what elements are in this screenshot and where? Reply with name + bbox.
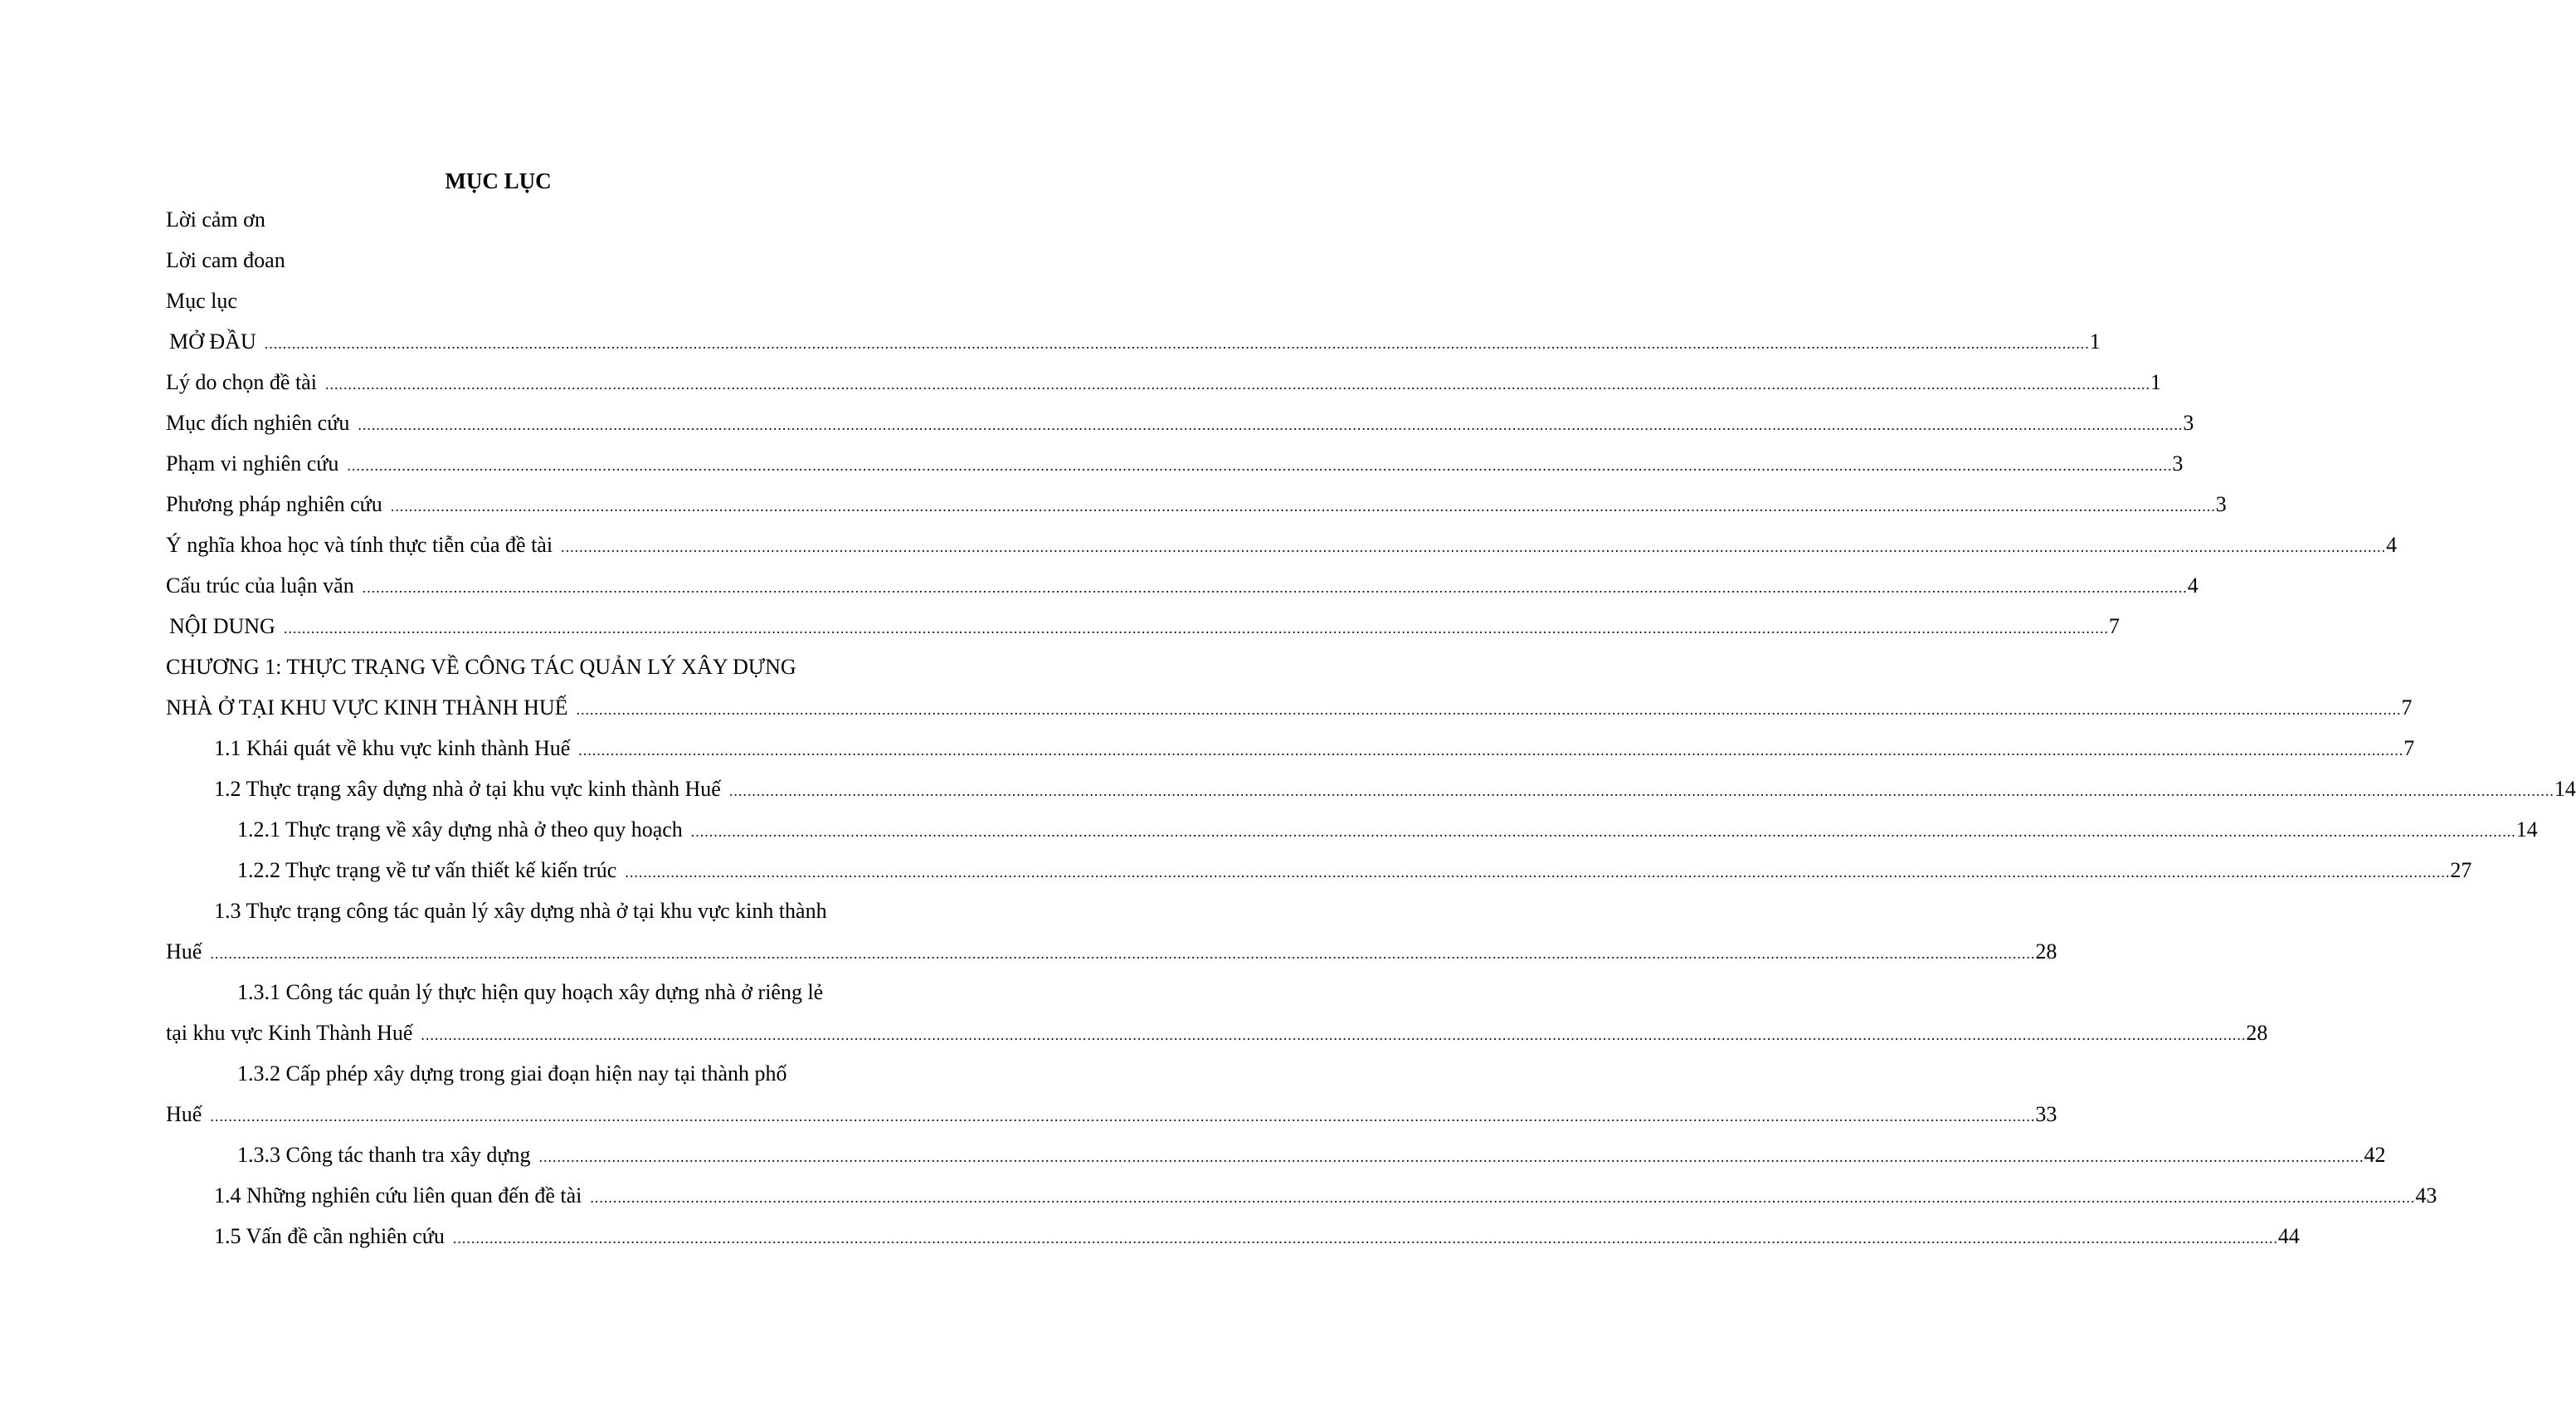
- toc-entry[interactable]: [166, 529, 2398, 562]
- toc-entry[interactable]: [237, 1139, 2386, 1172]
- toc-entry-label: Huế: [166, 939, 202, 964]
- dot-leader: ................................................................................................................................................................................................................................................................................................................................................................................................................: [590, 1189, 2416, 1206]
- front-matter-contents: Mục lục: [166, 289, 237, 313]
- dot-leader: ................................................................................................................................................................................................................................................................................................................................................................................................................: [576, 701, 2402, 718]
- toc-entry-page: 3: [2215, 492, 2227, 516]
- toc-entry[interactable]: [214, 773, 2576, 806]
- toc-entry-label: Ý nghĩa khoa học và tính thực tiễn của đề tài: [166, 533, 553, 557]
- toc-entry[interactable]: [166, 447, 2184, 481]
- toc-entry[interactable]: [166, 1017, 2268, 1050]
- toc-entry-label: Huế: [166, 1102, 202, 1126]
- toc-entry-label: 1.2 Thực trạng xây dựng nhà ở tại khu vực kinh thành Huế: [214, 777, 721, 801]
- toc-entry-label: Mục đích nghiên cứu: [166, 411, 350, 435]
- dot-leader: ................................................................................................................................................................................................................................................................................................................................................................................................................: [347, 457, 2173, 474]
- toc-entry-page: 7: [2401, 695, 2413, 720]
- toc-entry-label: 1.1 Khái quát về khu vực kinh thành Huế: [214, 736, 571, 760]
- dot-leader: ................................................................................................................................................................................................................................................................................................................................................................................................................: [578, 742, 2404, 759]
- toc-entry[interactable]: [237, 854, 2472, 887]
- dot-leader: ................................................................................................................................................................................................................................................................................................................................................................................................................: [421, 1027, 2247, 1043]
- dot-leader: ................................................................................................................................................................................................................................................................................................................................................................................................................: [561, 539, 2387, 555]
- toc-entry-page: 27: [2450, 858, 2472, 882]
- toc-entry-page: 7: [2403, 736, 2415, 760]
- toc-entry-page: 44: [2277, 1224, 2300, 1248]
- toc-entry[interactable]: [166, 691, 2413, 725]
- toc-entry-page: 28: [2246, 1021, 2268, 1045]
- toc-entry-label: Phạm vi nghiên cứu: [166, 451, 339, 476]
- toc-entry-page: 28: [2035, 939, 2057, 964]
- dot-leader: ................................................................................................................................................................................................................................................................................................................................................................................................................: [625, 864, 2451, 881]
- toc-entry-page: 4: [2386, 533, 2398, 557]
- dot-leader: ................................................................................................................................................................................................................................................................................................................................................................................................................: [538, 1149, 2364, 1165]
- page-title: MỤC LỤC: [445, 168, 552, 193]
- toc-entry[interactable]: [166, 407, 2194, 440]
- toc-entry-page: 3: [2183, 411, 2194, 435]
- toc-entry-label: 1.3.3 Công tác thanh tra xây dựng: [237, 1143, 531, 1167]
- toc-entry[interactable]: [214, 732, 2415, 765]
- toc-entry-page: 42: [2364, 1143, 2386, 1167]
- toc-entry[interactable]: [166, 366, 2161, 399]
- section-heading-line1: 1.3 Thực trạng công tác quản lý xây dựng nhà ở tại khu vực kinh thành: [214, 899, 827, 923]
- dot-leader: ................................................................................................................................................................................................................................................................................................................................................................................................................: [264, 335, 2090, 352]
- toc-entry-label: tại khu vực Kinh Thành Huế: [166, 1021, 413, 1045]
- front-matter-acknowledgement: Lời cảm ơn: [166, 207, 265, 232]
- toc-entry-page: 33: [2035, 1102, 2057, 1126]
- dot-leader: ................................................................................................................................................................................................................................................................................................................................................................................................................: [210, 1108, 2036, 1125]
- toc-entry-label: MỞ ĐẦU: [169, 329, 256, 354]
- toc-entry[interactable]: [166, 569, 2199, 603]
- toc-entry-label: 1.2.2 Thực trạng về tư vấn thiết kế kiến trúc: [237, 858, 617, 882]
- toc-entry[interactable]: [237, 813, 2538, 846]
- toc-entry[interactable]: [214, 1179, 2437, 1212]
- toc-entry-label: NHÀ Ở TẠI KHU VỰC KINH THÀNH HUẾ: [166, 695, 568, 720]
- front-matter-declaration: Lời cam đoan: [166, 248, 285, 272]
- toc-entry-page: 14: [2515, 817, 2538, 842]
- toc-entry-page: 7: [2108, 614, 2120, 638]
- toc-entry[interactable]: [169, 325, 2101, 359]
- toc-entry-label: 1.5 Vấn đề cần nghiên cứu: [214, 1224, 445, 1248]
- toc-entry-label: Phương pháp nghiên cứu: [166, 492, 382, 516]
- chapter-heading-line1: CHƯƠNG 1: THỰC TRẠNG VỀ CÔNG TÁC QUẢN LÝ XÂY DỰNG: [166, 655, 796, 679]
- toc-entry-label: Lý do chọn đề tài: [166, 370, 317, 394]
- dot-leader: ................................................................................................................................................................................................................................................................................................................................................................................................................: [452, 1230, 2278, 1247]
- dot-leader: ................................................................................................................................................................................................................................................................................................................................................................................................................: [362, 579, 2188, 596]
- toc-entry-label: 1.4 Những nghiên cứu liên quan đến đề tài: [214, 1183, 582, 1208]
- dot-leader: ................................................................................................................................................................................................................................................................................................................................................................................................................: [690, 823, 2516, 840]
- dot-leader: ................................................................................................................................................................................................................................................................................................................................................................................................................: [324, 376, 2150, 393]
- toc-entry-page: 1: [2150, 370, 2161, 394]
- toc-entry[interactable]: [214, 1220, 2300, 1253]
- toc-entry-label: Cấu trúc của luận văn: [166, 573, 354, 598]
- toc-entry-page: 4: [2187, 573, 2199, 598]
- toc-entry-page: 3: [2172, 451, 2184, 476]
- toc-entry-label: NỘI DUNG: [169, 614, 275, 638]
- dot-leader: ................................................................................................................................................................................................................................................................................................................................................................................................................: [358, 417, 2184, 433]
- toc-entry-page: 43: [2415, 1183, 2437, 1208]
- section-heading-line1: 1.3.1 Công tác quản lý thực hiện quy hoạch xây dựng nhà ở riêng lẻ: [237, 980, 824, 1004]
- dot-leader: ................................................................................................................................................................................................................................................................................................................................................................................................................: [283, 620, 2109, 637]
- toc-entry-page: 1: [2089, 329, 2101, 354]
- dot-leader: ................................................................................................................................................................................................................................................................................................................................................................................................................: [210, 945, 2036, 962]
- dot-leader: ................................................................................................................................................................................................................................................................................................................................................................................................................: [728, 783, 2554, 799]
- toc-entry-page: 14: [2554, 777, 2576, 801]
- toc-entry-label: 1.2.1 Thực trạng về xây dựng nhà ở theo quy hoạch: [237, 817, 683, 842]
- toc-entry[interactable]: [166, 1098, 2057, 1131]
- dot-leader: ................................................................................................................................................................................................................................................................................................................................................................................................................: [390, 498, 2216, 515]
- toc-entry[interactable]: [169, 610, 2120, 643]
- toc-entry[interactable]: [166, 488, 2227, 521]
- toc-entry[interactable]: [166, 935, 2057, 968]
- section-heading-line1: 1.3.2 Cấp phép xây dựng trong giai đoạn hiện nay tại thành phố: [237, 1061, 787, 1086]
